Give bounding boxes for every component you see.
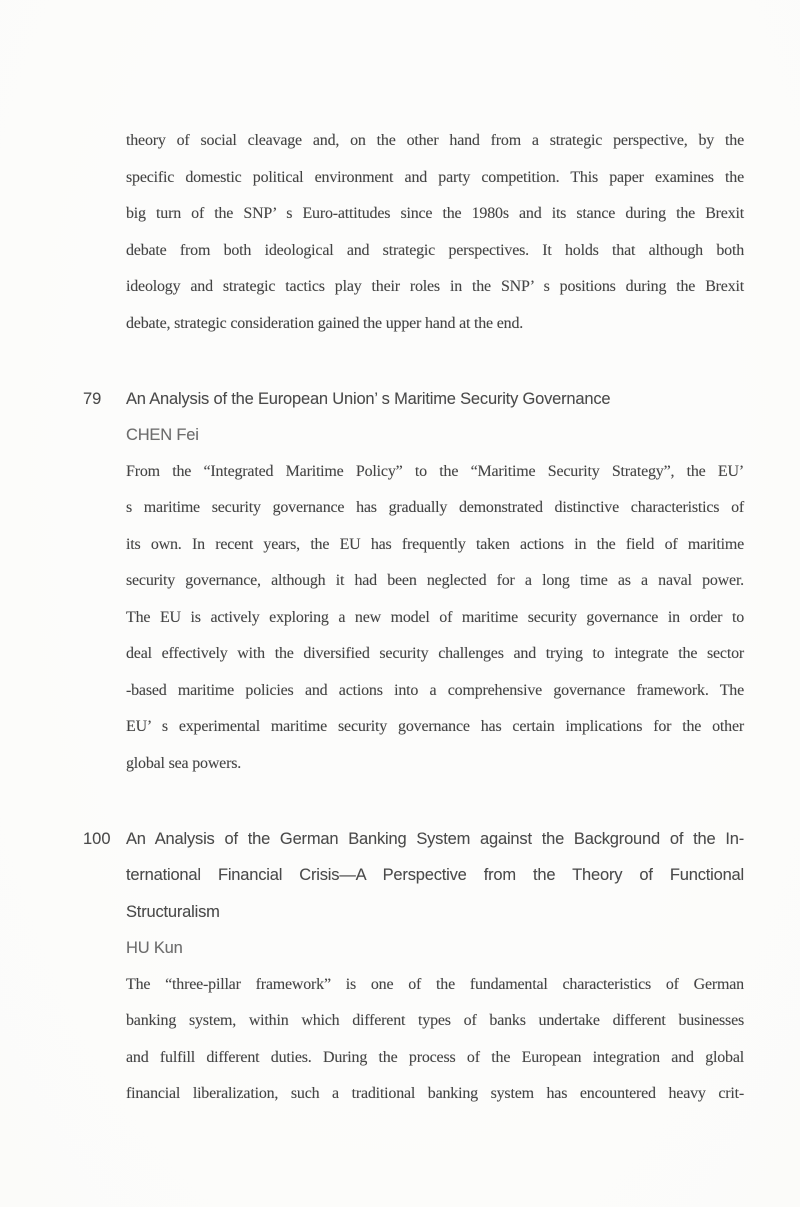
entry-abstract-line: From the “Integrated Maritime Policy” to the “Maritime Security Strategy”, the EU’ [126,462,744,480]
entry-author: CHEN Fei [126,426,199,444]
toc-entry-79 [83,381,744,783]
entry-abstract-line: deal effectively with the diversified security challenges and trying to integrate the sector [126,645,744,662]
toc-entry-100 [83,821,744,1113]
entry-title-line: Structuralism [126,902,220,921]
entry-abstract-line: The EU is actively exploring a new model of maritime security governance in order to [126,608,744,626]
continued-abstract [126,123,744,342]
abstract-text-line: theory of social cleavage and, on the other hand from a strategic perspective, by the [126,132,744,149]
abstract-text-line: debate from both ideological and strategic perspectives. It holds that although both [126,241,744,259]
entry-abstract-line: and fulfill different duties. During the process of the European integration and global [126,1048,744,1066]
entry-abstract-line: The “three-pillar framework” is one of the fundamental characteristics of German [126,975,744,993]
entry-abstract-line: global sea powers. [126,754,242,772]
abstract-text-line: debate, strategic consideration gained the upper hand at the end. [126,314,524,332]
abstract-text-line: specific domestic political environment and party competition. This paper examines the [126,168,744,186]
entry-title-line: An Analysis of the European Union’ s Maritime Security Governance [126,389,611,408]
abstract-text-line: ideology and strategic tactics play their roles in the SNP’ s positions during the Brexit [126,278,744,295]
entry-abstract-line: financial liberalization, such a traditional banking system has encountered heavy crit- [126,1085,744,1102]
entry-title-line: ternational Financial Crisis—A Perspective from the Theory of Functional [126,866,744,884]
entry-title-line: An Analysis of the German Banking System against the Background of the In- [126,829,744,848]
entry-abstract-line: -based maritime policies and actions into a comprehensive governance framework. The [126,681,744,699]
entry-abstract-line: banking system, within which different types of banks undertake different businesses [126,1012,744,1029]
entry-page-number: 100 [83,829,111,848]
entry-page-number: 79 [83,389,102,408]
entry-author: HU Kun [126,939,183,957]
entry-abstract-line: s maritime security governance has gradually demonstrated distinctive characteristics of [126,499,744,516]
entry-abstract-line: security governance, although it had been neglected for a long time as a naval power. [126,572,744,589]
abstract-text-line: big turn of the SNP’ s Euro-attitudes since the 1980s and its stance during the Brexit [126,205,744,222]
entry-abstract-line: EU’ s experimental maritime security governance has certain implications for the other [126,718,744,735]
entry-abstract-line: its own. In recent years, the EU has frequently taken actions in the field of maritime [126,535,744,553]
abstracts-content [83,123,744,1113]
